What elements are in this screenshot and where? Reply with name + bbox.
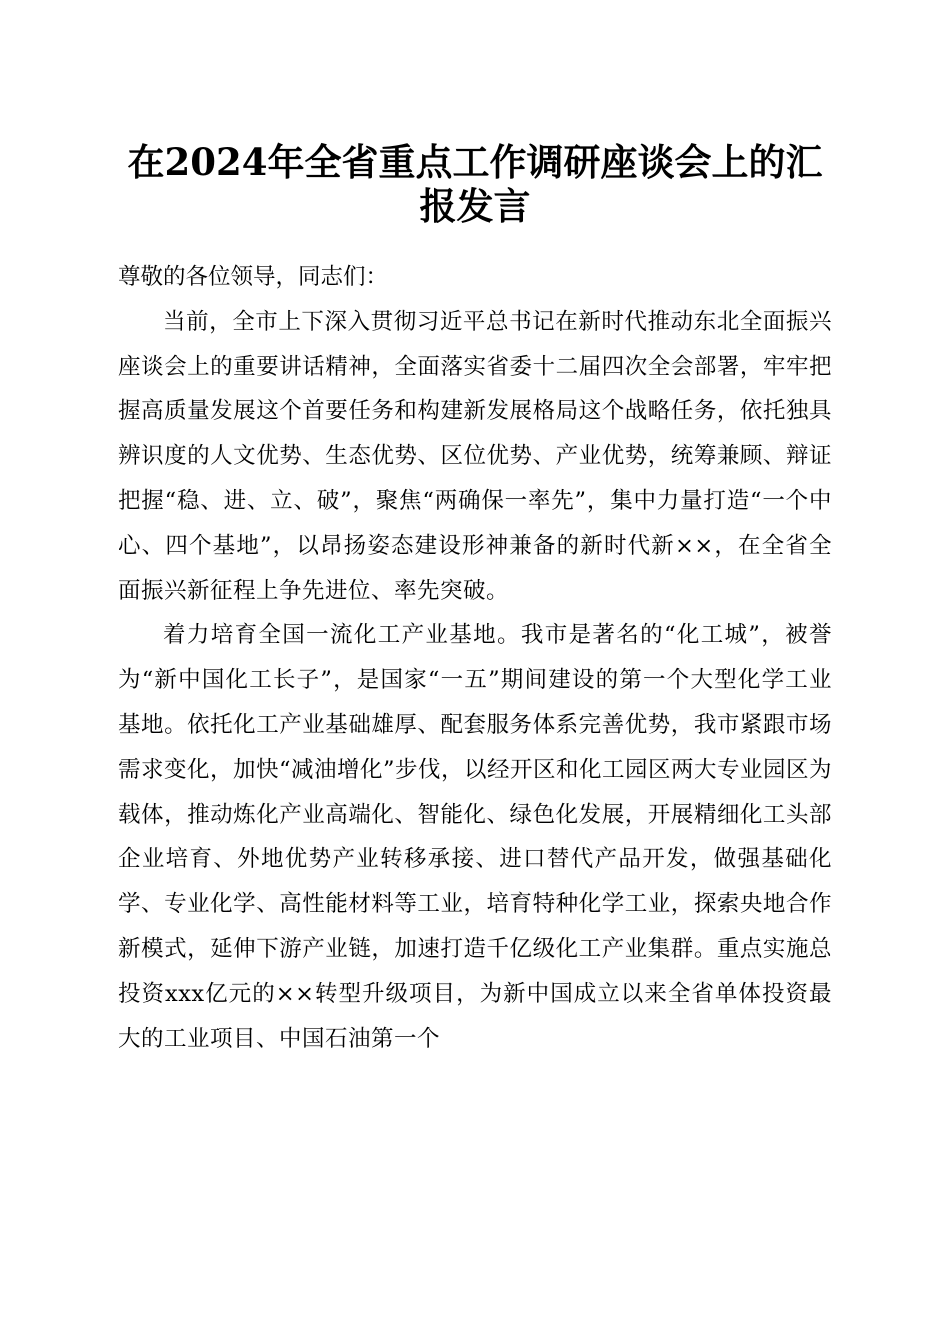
paragraph-intro: 当前，全市上下深入贯彻习近平总书记在新时代推动东北全面振兴座谈会上的重要讲话精神，全面落实省委十二届四次全会部署，牢牢把握高质量发展这个首要任务和构建新发展格局这个战略任务，依托独具辨识度的人文优势、生态优势、区位优势、产业优势，统筹兼顾、辩证把握“稳、进、立、破”，聚焦“两确保一率先”，集中力量打造“一个中心、四个基地”，以昂扬姿态建设形神兼备的新时代新××，在全省全面振兴新征程上争先进位、率先突破。 xyxy=(118,308,832,604)
document-title: 在2024年全省重点工作调研座谈会上的汇报发言 xyxy=(127,140,823,228)
salutation: 尊敬的各位领导，同志们： xyxy=(118,264,389,290)
paragraph-chemical-industry: 着力培育全国一流化工产业基地。我市是著名的“化工城”，被誉为“新中国化工长子”，是国家“一五”期间建设的第一个大型化学工业基地。依托化工产业基础雄厚、配套服务体系完善优势，我市紧跟市场需求变化，加快“减油增化”步伐，以经开区和化工园区两大专业园区为载体，推动炼化产业高端化、智能化、绿色化发展，开展精细化工头部企业培育、外地优势产业转移承接、进口替代产品开发，做强基础化学、专业化学、高性能材料等工业，培育特种化学工业，探索央地合作新模式，延伸下游产业链，加速打造千亿级化工产业集群。重点实施总投资xxx亿元的××转型升级项目，为新中国成立以来全省单体投资最大的工业项目、中国石油第一个 xyxy=(118,622,833,1052)
document-body xyxy=(118,255,832,1061)
